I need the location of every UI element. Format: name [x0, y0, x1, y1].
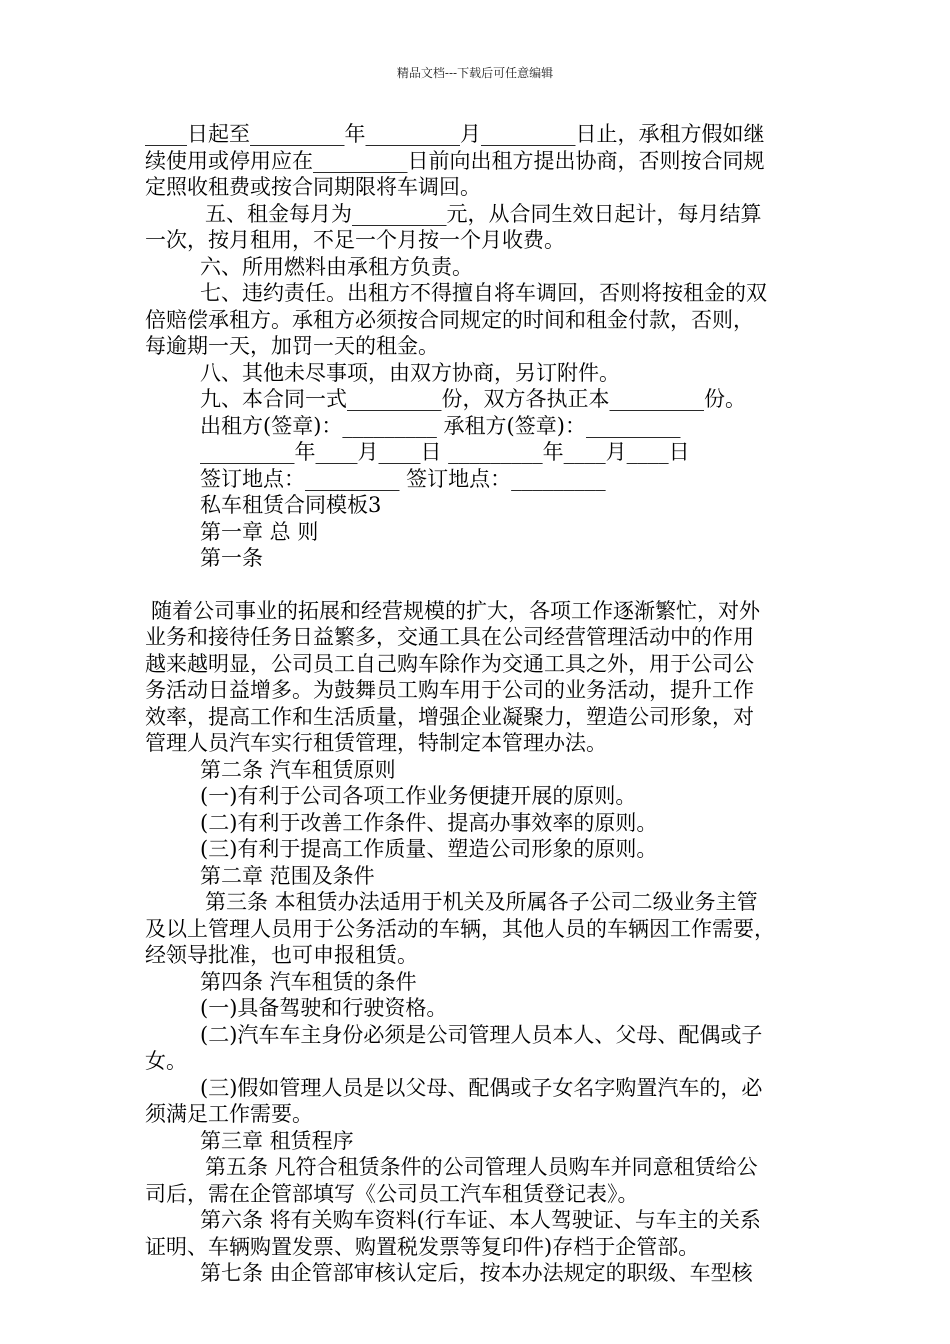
text-line: (三)假如管理人员是以父母、配偶或子女名字购置汽车的，必 [200, 1075, 763, 1100]
text-line: 每逾期一天，加罚一天的租金。 [145, 334, 439, 358]
text-line: _________年____月____日 _________年____月____日 [200, 440, 690, 464]
text-line: 出租方(签章)：_________ 承租方(签章)：_________ [200, 413, 681, 438]
text-line: 第二章 范围及条件 [200, 863, 375, 888]
text-line: 五、租金每月为_________元，从合同生效日起计，每月结算 [205, 201, 762, 226]
text-line: 定照收租费或按合同期限将车调回。 [145, 175, 481, 199]
text-line: 及以上管理人员用于公务活动的车辆，其他人员的车辆因工作需要， [145, 916, 775, 941]
text-line: 第六条 将有关购车资料(行车证、本人驾驶证、与车主的关系 [200, 1208, 761, 1232]
blank-line [145, 572, 815, 598]
text-line: (一)具备驾驶和行驶资格。 [200, 996, 448, 1020]
text-line: 八、其他未尽事项，由双方协商，另订附件。 [200, 360, 620, 385]
text-line: 第五条 凡符合租赁条件的公司管理人员购车并同意租赁给公 [205, 1155, 758, 1179]
text-line: ____日起至_________年_________月_________日止，承租方假如继 [145, 122, 765, 146]
text-line: 第三条 本租赁办法适用于机关及所属各子公司二级业务主管 [205, 890, 758, 914]
text-line: (一)有利于公司各项工作业务便捷开展的原则。 [200, 784, 637, 808]
text-line: 七、违约责任。出租方不得擅自将车调回，否则将按租金的双 [200, 281, 767, 305]
text-line: 第一条 [200, 546, 263, 570]
text-line: 私车租赁合同模板3 [200, 493, 382, 517]
text-line: 倍赔偿承租方。承租方必须按合同规定的时间和租金付款，否则， [145, 307, 754, 332]
text-line: 业务和接待任务日益繁多，交通工具在公司经营管理活动中的作用 [145, 625, 754, 649]
text-line: 第三章 租赁程序 [200, 1128, 354, 1153]
text-line: 女。 [145, 1049, 187, 1073]
text-line: 六、所用燃料由承租方负责。 [200, 254, 473, 279]
text-line: (三)有利于提高工作质量、塑造公司形象的原则。 [200, 837, 658, 861]
text-line: 第四条 汽车租赁的条件 [200, 969, 417, 994]
text-line: 效率，提高工作和生活质量，增强企业凝聚力，塑造公司形象，对 [145, 704, 754, 729]
text-line: (二)有利于改善工作条件、提高办事效率的原则。 [200, 810, 658, 835]
text-line: 随着公司事业的拓展和经营规模的扩大，各项工作逐渐繁忙，对外 [151, 598, 760, 623]
text-line: 司后，需在企管部填写《公司员工汽车租赁登记表》。 [145, 1181, 639, 1206]
text-line: 签订地点：_________ 签订地点：_________ [200, 466, 606, 491]
document-body [145, 121, 815, 1287]
text-line: 第一章 总 则 [200, 519, 319, 544]
text-line: 第二条 汽车租赁原则 [200, 757, 396, 782]
text-line: 九、本合同一式_________份，双方各执正本_________份。 [200, 387, 746, 411]
text-line: 须满足工作需要。 [145, 1102, 313, 1126]
text-line: 证明、车辆购置发票、购置税发票等复印件)存档于企管部。 [145, 1234, 700, 1259]
text-line: 越来越明显，公司员工自己购车除作为交通工具之外，用于公司公 [145, 651, 754, 676]
text-line: 经领导批准，也可申报租赁。 [145, 943, 418, 967]
text-line: 管理人员汽车实行租赁管理，特制定本管理办法。 [145, 731, 607, 755]
text-line: 务活动日益增多。为鼓舞员工购车用于公司的业务活动，提升工作 [145, 678, 754, 702]
text-line: 第七条 由企管部审核认定后，按本办法规定的职级、车型核 [200, 1261, 753, 1285]
text-line: (二)汽车车主身份必须是公司管理人员本人、父母、配偶或子 [200, 1022, 763, 1047]
text-line: 续使用或停用应在_________日前向出租方提出协商，否则按合同规 [145, 148, 765, 173]
text-line: 一次，按月租用，不足一个月按一个月收费。 [145, 228, 565, 252]
page-header: 精品文档---下载后可任意编辑 [396, 66, 554, 80]
